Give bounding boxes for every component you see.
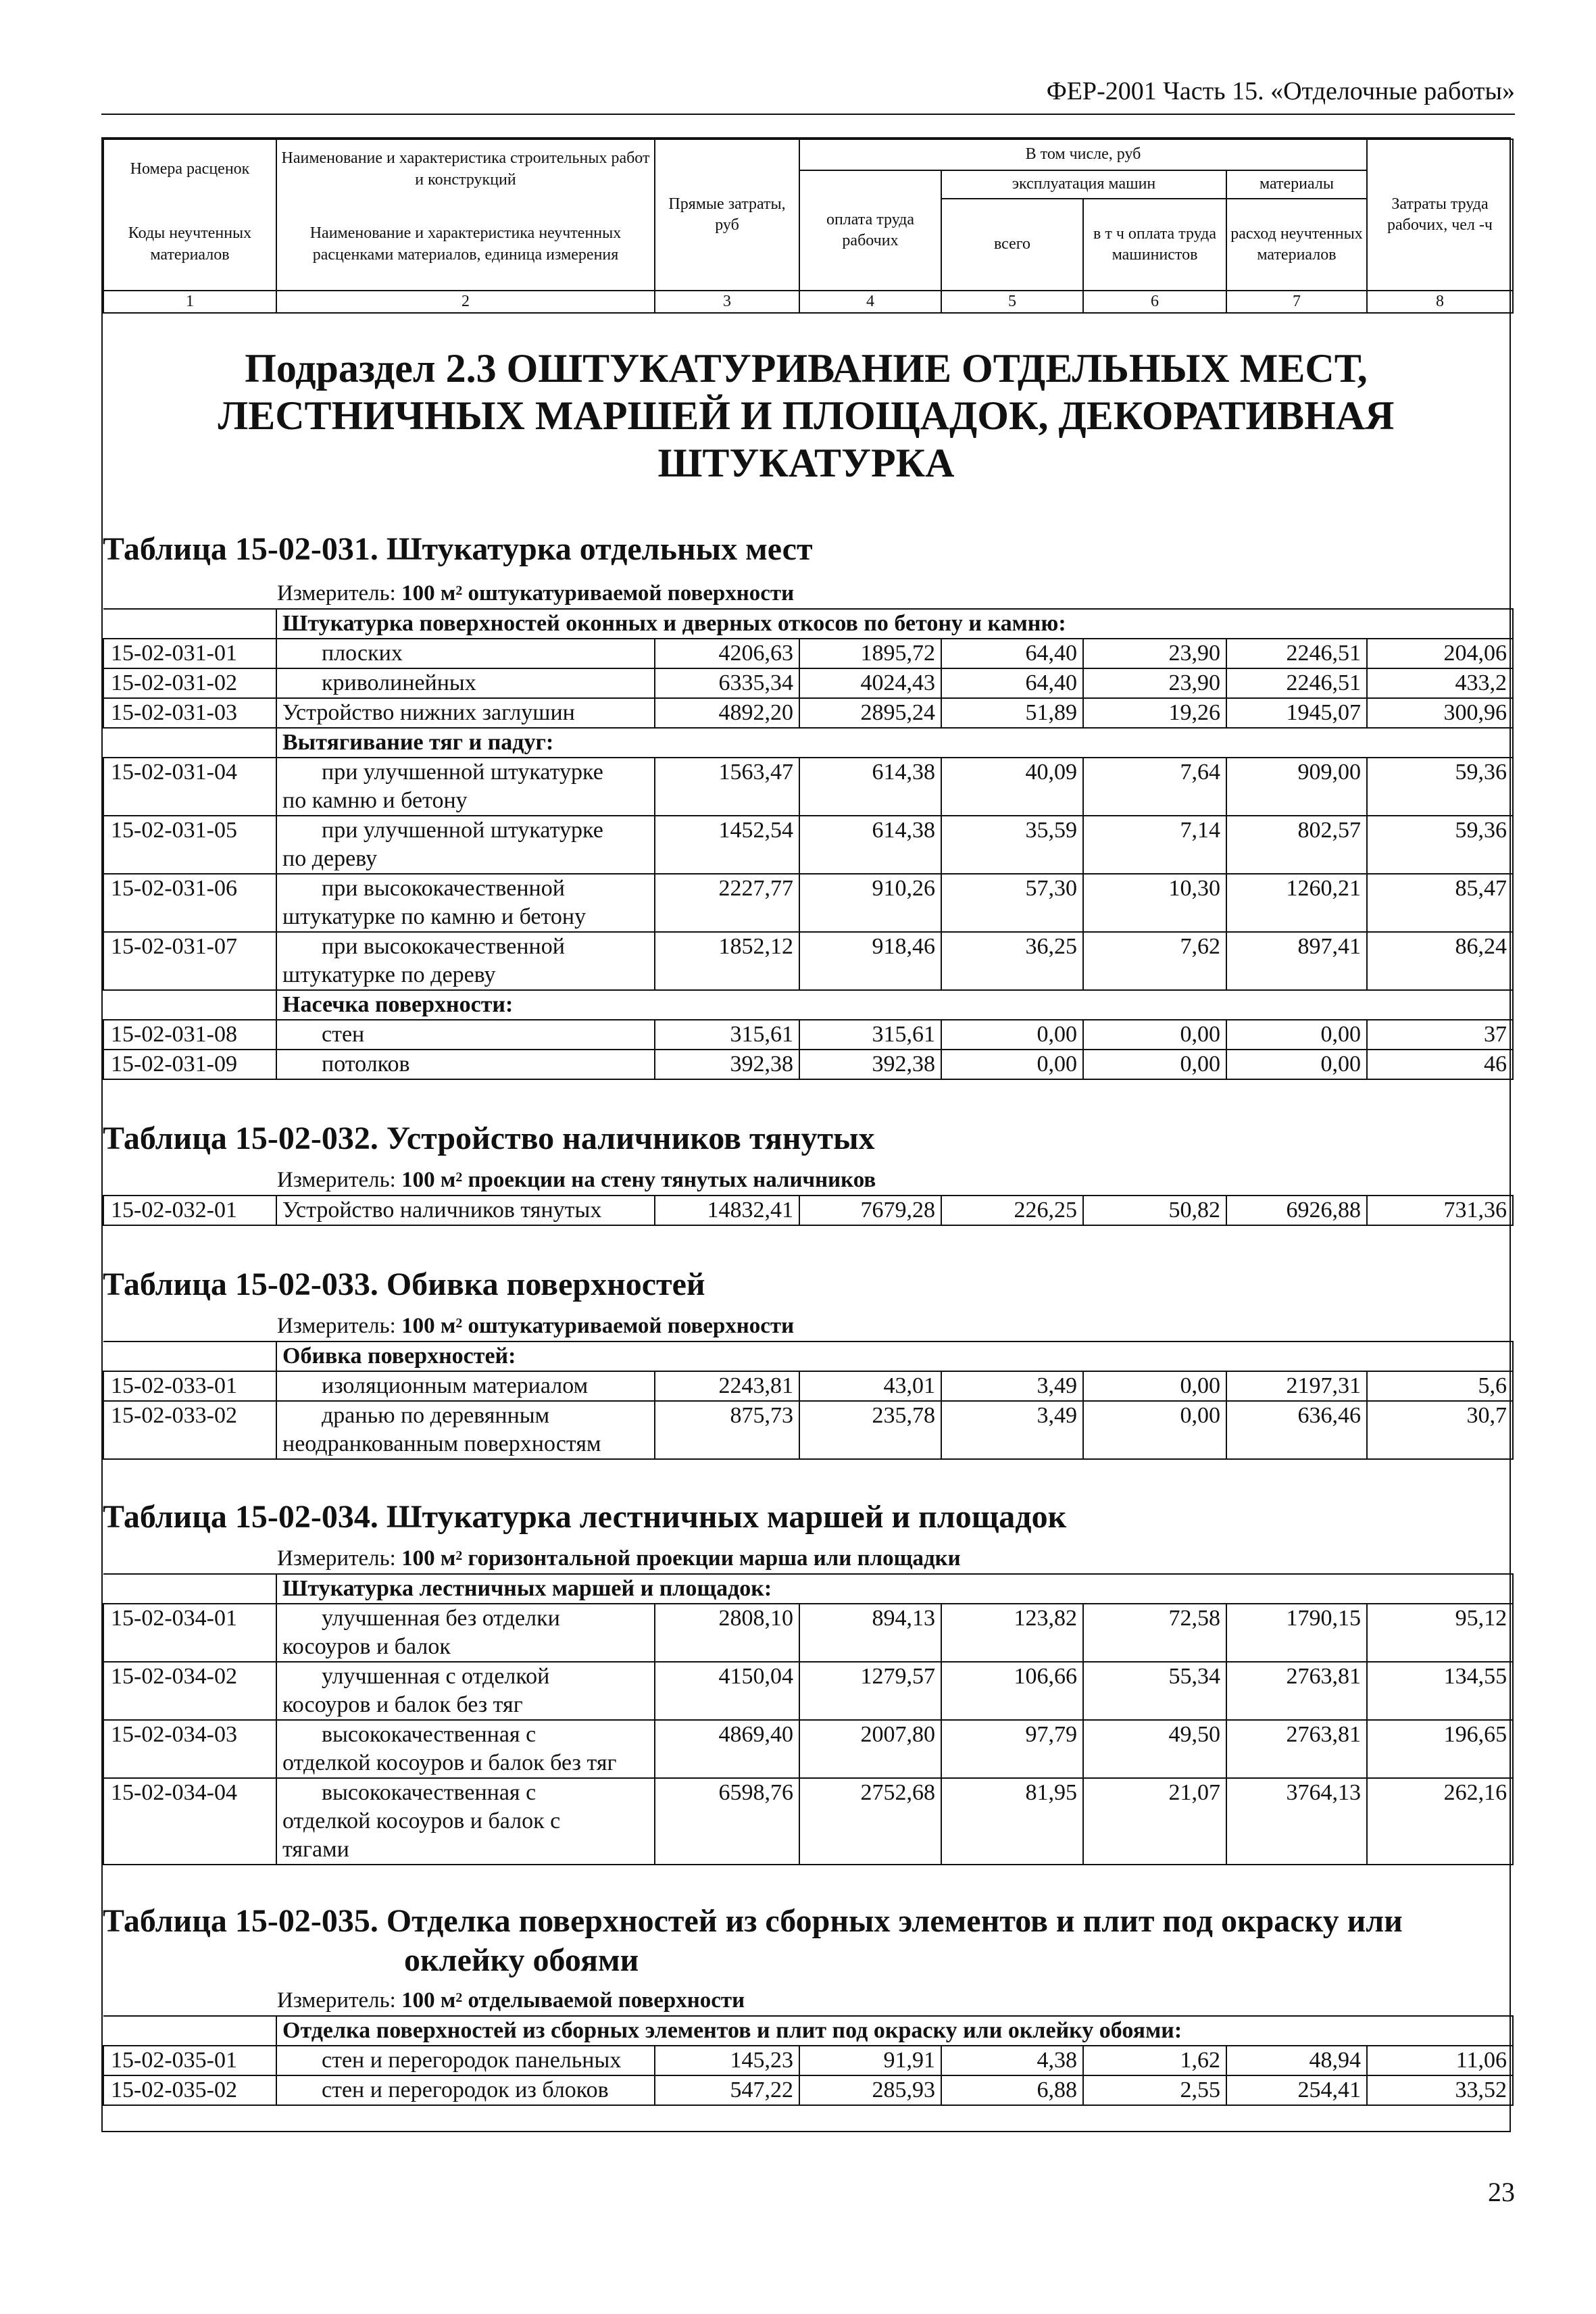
hdr-materials-unaccounted: расход неучтенных материалов: [1226, 199, 1367, 291]
group-label: Насечка поверхности:: [276, 990, 1513, 1020]
table-row: 15-02-034-04 высококачественная с отделкой косоуров и балок с тягами 6598,76 2752,68 81,95 21,07 3764,13 262,16: [103, 1778, 1513, 1865]
hdr-direct-costs: Прямые затраты, руб: [655, 139, 799, 291]
hdr-labor-costs: Затраты труда рабочих, чел -ч: [1367, 139, 1513, 291]
group-label: Вытягивание тяг и падуг:: [276, 728, 1513, 758]
group-label: Штукатурка поверхностей оконных и дверных откосов по бетону и камню:: [276, 609, 1513, 639]
table-row: 15-02-032-01 Устройство наличников тянутых 14832,41 7679,28 226,25 50,82 6926,88 731,36: [103, 1196, 1513, 1225]
table-032: [103, 1195, 1514, 1226]
table-row: 15-02-031-07 при высококачественной штукатурке по дереву 1852,12 918,46 36,25 7,62 897,41 86,24: [103, 932, 1513, 990]
table-row: 15-02-031-05 при улучшенной штукатурке по дереву 1452,54 614,38 35,59 7,14 802,57 59,36: [103, 816, 1513, 874]
col-num: 8: [1367, 291, 1513, 313]
table-031-title: Таблица 15-02-031. Штукатурка отдельных мест: [103, 531, 813, 568]
header-rule: [101, 114, 1515, 115]
hdr-machines-driver-pay: в т ч оплата труда машинистов: [1083, 199, 1226, 291]
page-number: 23: [1488, 2177, 1515, 2207]
table-034: [103, 1573, 1514, 1865]
hdr-machines-total: всего: [941, 199, 1083, 291]
table-row: 15-02-033-02 дранью по деревянным неодранкованным поверхностям 875,73 235,78 3,49 0,00 636,46 30,7: [103, 1401, 1513, 1459]
table-row: 15-02-031-08 стен 315,61 315,61 0,00 0,00 0,00 37: [103, 1020, 1513, 1050]
table-032-measure: Измеритель: 100 $м^2$ проекции на стену тянутых наличников: [277, 1168, 876, 1193]
col-num: 6: [1083, 291, 1226, 313]
table-033: [103, 1341, 1514, 1460]
col-num: 1: [103, 291, 276, 313]
table-035-title: Таблица 15-02-035. Отделка поверхностей из сборных элементов и плит под окраску или оклейку обоями: [103, 1903, 1403, 1979]
col-num: 3: [655, 291, 799, 313]
hdr-materials: материалы: [1226, 170, 1367, 199]
table-row: 15-02-034-03 высококачественная с отделкой косоуров и балок без тяг 4869,40 2007,80 97,79 49,50 2763,81 196,65: [103, 1720, 1513, 1778]
table-row: 15-02-031-06 при высококачественной штукатурке по камню и бетону 2227,77 910,26 57,30 10,30 1260,21 85,47: [103, 874, 1513, 932]
table-row: 15-02-035-02 стен и перегородок из блоков 547,22 285,93 6,88 2,55 254,41 33,52: [103, 2075, 1513, 2105]
table-row: 15-02-031-01 плоских 4206,63 1895,72 64,40 23,90 2246,51 204,06: [103, 639, 1513, 668]
subsection-title: Подраздел 2.3 ОШТУКАТУРИВАНИЕ ОТДЕЛЬНЫХ МЕСТ, ЛЕСТНИЧНЫХ МАРШЕЙ И ПЛОЩАДОК, ДЕКОРАТИВНАЯ ШТУКАТУРКА: [218, 346, 1395, 486]
table-row: 15-02-031-02 криволинейных 6335,34 4024,43 64,40 23,90 2246,51 433,2: [103, 668, 1513, 698]
table-031: [103, 608, 1514, 1080]
table-row: 15-02-034-01 улучшенная без отделки косоуров и балок 2808,10 894,13 123,82 72,58 1790,15 95,12: [103, 1604, 1513, 1662]
table-035-measure: Измеритель: 100 $м^2$ отделываемой поверхности: [277, 1988, 745, 2013]
col-num: 2: [276, 291, 655, 313]
group-label: Штукатурка лестничных маршей и площадок:: [276, 1574, 1513, 1604]
hdr-rate-numbers: Номера расценок: [103, 139, 276, 199]
hdr-machines: эксплуатация машин: [941, 170, 1226, 199]
table-row: 15-02-031-09 потолков 392,38 392,38 0,00 0,00 0,00 46: [103, 1050, 1513, 1079]
table-row: 15-02-031-04 при улучшенной штукатурке по камню и бетону 1563,47 614,38 40,09 7,64 909,00 59,36: [103, 758, 1513, 816]
document-frame: [101, 137, 1511, 2132]
hdr-material-name: Наименование и характеристика неучтенных расценками материалов, единица измерения: [276, 199, 655, 291]
hdr-material-codes: Коды неучтенных материалов: [103, 199, 276, 291]
group-label: Обивка поверхностей:: [276, 1341, 1513, 1371]
table-row: 15-02-033-01 изоляционным материалом 2243,81 43,01 3,49 0,00 2197,31 5,6: [103, 1371, 1513, 1401]
table-031-measure: Измеритель: 100 $м^2$ оштукатуриваемой поверхности: [277, 581, 795, 606]
table-row: 15-02-031-03 Устройство нижних заглушин 4892,20 2895,24 51,89 19,26 1945,07 300,96: [103, 698, 1513, 728]
column-header-table: [103, 139, 1514, 314]
table-row: 15-02-035-01 стен и перегородок панельных 145,23 91,91 4,38 1,62 48,94 11,06: [103, 2046, 1513, 2075]
table-035: [103, 2015, 1514, 2106]
table-033-measure: Измеритель: 100 $м^2$ оштукатуриваемой поверхности: [277, 1314, 795, 1339]
col-num: 7: [1226, 291, 1367, 313]
hdr-work-name: Наименование и характеристика строительных работ и конструкций: [276, 139, 655, 199]
table-034-measure: Измеритель: 100 $м^2$ горизонтальной проекции марша или площадки: [277, 1546, 961, 1571]
running-header: ФЕР-2001 Часть 15. «Отделочные работы»: [1046, 77, 1515, 105]
hdr-labor-pay: оплата труда рабочих: [799, 170, 941, 291]
table-032-title: Таблица 15-02-032. Устройство наличников тянутых: [103, 1121, 875, 1157]
col-num: 5: [941, 291, 1083, 313]
table-034-title: Таблица 15-02-034. Штукатурка лестничных маршей и площадок: [103, 1499, 1067, 1535]
table-row: 15-02-034-02 улучшенная с отделкой косоуров и балок без тяг 4150,04 1279,57 106,66 55,34 2763,81 134,55: [103, 1662, 1513, 1720]
group-label: Отделка поверхностей из сборных элементов и плит под окраску или оклейку обоями:: [276, 2016, 1513, 2046]
col-num: 4: [799, 291, 941, 313]
table-033-title: Таблица 15-02-033. Обивка поверхностей: [103, 1266, 705, 1303]
hdr-including: В том числе, руб: [799, 139, 1367, 170]
